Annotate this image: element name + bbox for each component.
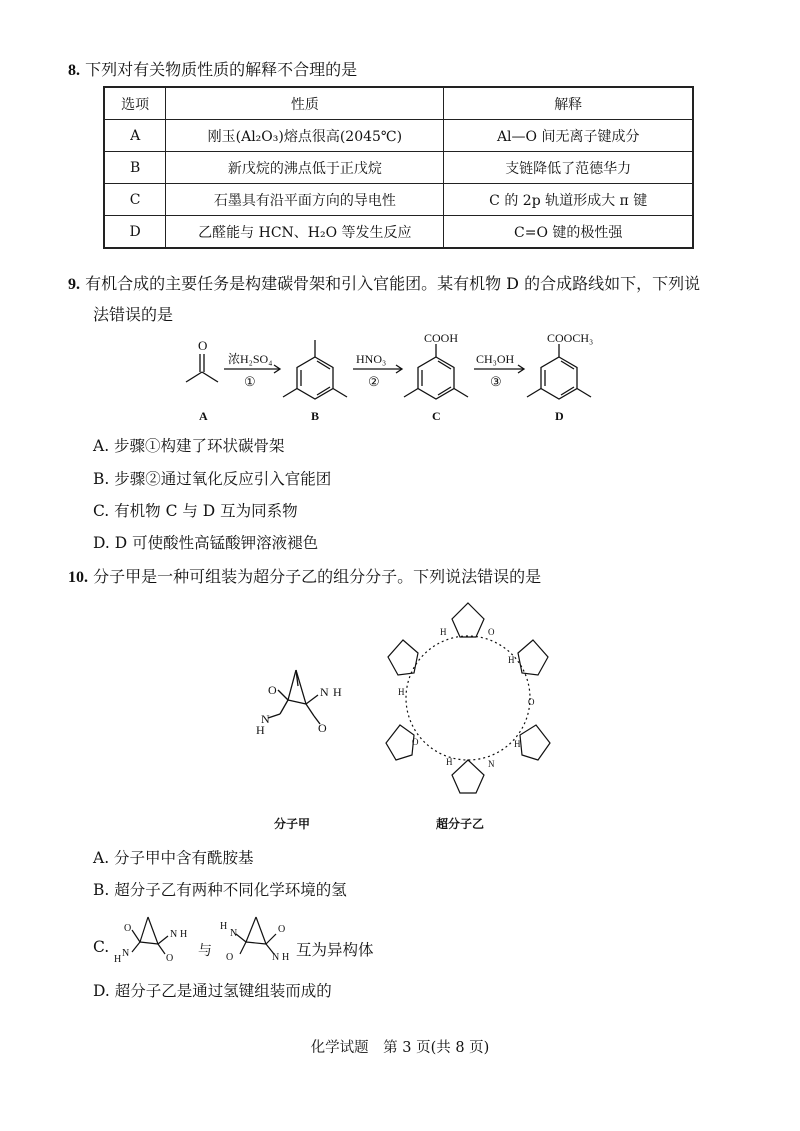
q9-synthesis-scheme xyxy=(170,332,630,427)
q9-option-b: B. 步骤②通过氧化反应引入官能团 xyxy=(93,470,332,488)
atom-n: N xyxy=(320,685,329,699)
step2-number: ② xyxy=(368,374,380,389)
isomer-left-structure xyxy=(110,912,190,964)
row-option: A xyxy=(104,120,166,152)
atom-h: H xyxy=(398,687,405,697)
atom-n: N xyxy=(230,928,238,939)
atom-h: H xyxy=(514,739,521,749)
table-row xyxy=(104,216,693,249)
header-explanation: 解释 xyxy=(444,87,693,120)
q10-option-c-middle: 与 xyxy=(198,943,212,959)
atom-h: H xyxy=(220,921,228,932)
unit-bottom xyxy=(452,760,484,793)
row-explanation: C=O 键的极性强 xyxy=(444,216,693,249)
q10-option-b: B. 超分子乙有两种不同化学环境的氢 xyxy=(93,881,347,899)
table-row xyxy=(104,184,693,216)
step1-number: ① xyxy=(244,374,256,389)
row-option: B xyxy=(104,152,166,184)
q8-number: 8. xyxy=(68,62,80,79)
label-jia: 分子甲 xyxy=(274,817,311,831)
atom-o: O xyxy=(278,924,286,935)
q9-stem-line1 xyxy=(68,271,700,294)
q8-stem-line xyxy=(68,57,357,80)
atom-n: N xyxy=(170,929,178,940)
row-option: D xyxy=(104,216,166,249)
table-header-row xyxy=(104,87,693,120)
header-option: 选项 xyxy=(104,87,166,120)
unit-lower-right xyxy=(520,725,550,760)
q10-option-d: D. 超分子乙是通过氢键组装而成的 xyxy=(93,982,332,1000)
row-property: 新戊烷的沸点低于正戊烷 xyxy=(166,152,444,184)
row-option: C xyxy=(104,184,166,216)
molecule-jia-structure xyxy=(248,662,358,742)
compound-a-structure xyxy=(186,354,218,382)
label-d: D xyxy=(555,409,564,423)
q8-table xyxy=(103,86,694,249)
atom-h: H xyxy=(256,723,265,737)
atom-n: N xyxy=(122,948,130,959)
atom-h: H xyxy=(440,627,447,637)
unit-upper-right xyxy=(518,640,548,675)
atom-o: O xyxy=(226,952,234,963)
unit-upper-left xyxy=(388,640,418,675)
page-footer: 化学试题 第 3 页(共 8 页) xyxy=(310,1040,490,1056)
row-explanation: C 的 2p 轨道形成大 π 键 xyxy=(444,184,693,216)
atom-n: N xyxy=(488,759,495,769)
q9-option-d: D. D 可使酸性高锰酸钾溶液褪色 xyxy=(93,534,319,552)
label-b: B xyxy=(311,409,320,423)
atom-n: N xyxy=(261,712,270,726)
q10-option-c-prefix: C. xyxy=(93,938,110,956)
row-explanation: Al—O 间无离子键成分 xyxy=(444,120,693,152)
atom-o: O xyxy=(528,697,535,707)
header-property: 性质 xyxy=(166,87,444,120)
label-c: C xyxy=(432,409,441,423)
q9-stem-1: 有机合成的主要任务是构建碳骨架和引入官能团。某有机物 D 的合成路线如下，下列说 xyxy=(85,274,701,293)
unit-top xyxy=(452,603,484,637)
q10-stem: 分子甲是一种可组装为超分子乙的组分分子。下列说法错误的是 xyxy=(93,567,542,586)
compound-c-structure xyxy=(404,344,468,399)
atom-h: H xyxy=(282,952,290,963)
table-row xyxy=(104,120,693,152)
row-property: 刚玉(Al₂O₃)熔点很高(2045℃) xyxy=(166,120,444,152)
step2-reagent: HNO₃ xyxy=(356,352,387,366)
compound-b-structure xyxy=(283,340,347,399)
q10-option-c-suffix: 互为异构体 xyxy=(296,941,374,959)
atom-h: H xyxy=(508,655,515,665)
q10-option-a: A. 分子甲中含有酰胺基 xyxy=(93,849,254,867)
row-property: 乙醛能与 HCN、H₂O 等发生反应 xyxy=(166,216,444,249)
atom-o: O xyxy=(412,737,419,747)
atom-n: N xyxy=(272,952,280,963)
atom-h: H xyxy=(180,929,188,940)
step1-reagent: 浓H₂SO₄ xyxy=(228,352,273,366)
atom-o: O xyxy=(198,338,208,353)
atom-o: O xyxy=(166,953,174,964)
label-yi: 超分子乙 xyxy=(436,817,485,831)
step3-number: ③ xyxy=(490,374,502,389)
q10-stem-line xyxy=(68,564,541,587)
row-explanation: 支链降低了范德华力 xyxy=(444,152,693,184)
atom-h: H xyxy=(114,954,122,964)
q9-stem-2: 法错误的是 xyxy=(93,305,174,324)
step3-reagent: CH₃OH xyxy=(476,352,515,366)
atom-o: O xyxy=(268,683,277,697)
unit-lower-left xyxy=(386,725,414,760)
q8-stem: 下列对有关物质性质的解释不合理的是 xyxy=(85,60,358,79)
isomer-right-structure xyxy=(216,912,294,964)
table-row xyxy=(104,152,693,184)
atom-o: O xyxy=(488,627,495,637)
q10-number: 10. xyxy=(68,569,88,586)
q9-option-c: C. 有机物 C 与 D 互为同系物 xyxy=(93,502,298,520)
atom-h: H xyxy=(333,685,342,699)
row-property: 石墨具有沿平面方向的导电性 xyxy=(166,184,444,216)
atom-o: O xyxy=(124,923,132,934)
group-cooch3: COOCH₃ xyxy=(547,332,594,345)
atom-o: O xyxy=(318,721,327,735)
q9-option-a: A. 步骤①构建了环状碳骨架 xyxy=(93,437,285,455)
supramolecule-yi-structure xyxy=(368,595,568,805)
compound-d-structure xyxy=(527,344,591,399)
atom-h: H xyxy=(446,757,453,767)
label-a: A xyxy=(199,409,208,423)
q9-number: 9. xyxy=(68,276,80,293)
group-cooh: COOH xyxy=(424,332,459,345)
